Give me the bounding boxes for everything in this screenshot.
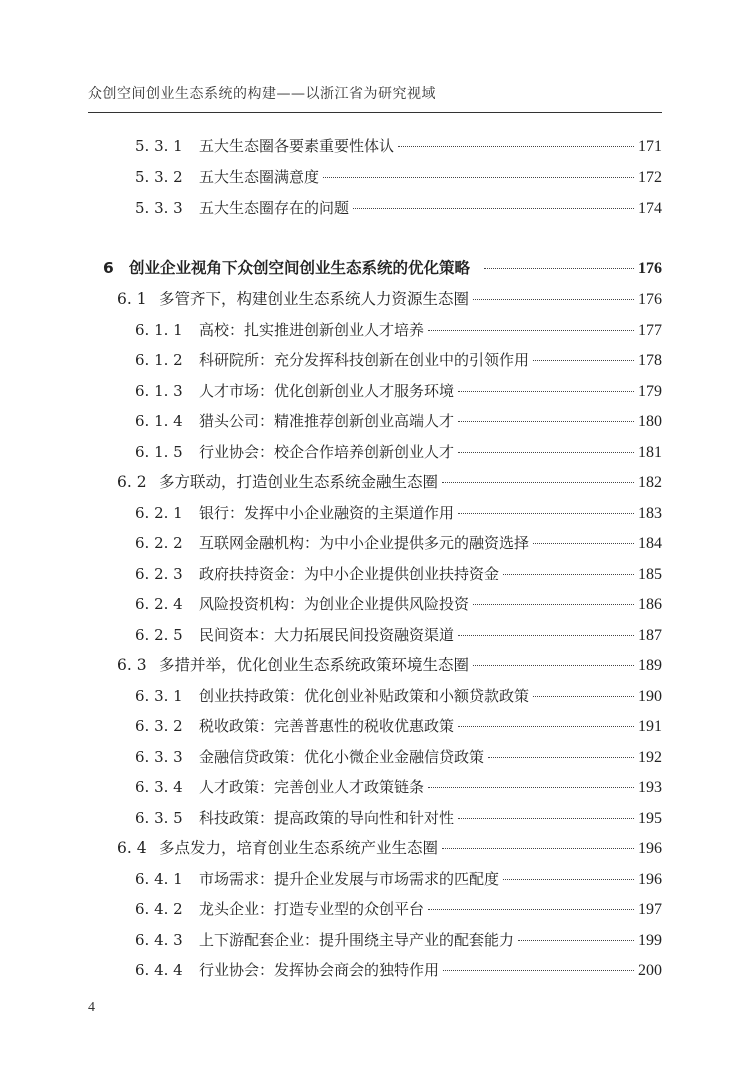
toc-entry-title: 税收政策：完善普惠性的税收优惠政策	[199, 717, 455, 735]
toc-entry-number: 6. 1. 3	[135, 382, 183, 400]
toc-entry-number: 6. 1. 1	[135, 321, 183, 339]
dot-leader	[518, 940, 634, 941]
toc-entry-title: 五大生态圈存在的问题	[199, 199, 350, 217]
toc-entry-title: 多管齐下，构建创业生态系统人力资源生态圈	[159, 290, 470, 308]
toc-entry-number: 6. 1. 2	[135, 351, 183, 369]
dot-leader	[484, 268, 634, 269]
running-header: 众创空间创业生态系统的构建——以浙江省为研究视域	[88, 86, 436, 102]
toc-entry-page: 192	[638, 749, 662, 766]
page-number: 4	[88, 1000, 95, 1015]
toc-entry-page: 184	[638, 535, 662, 552]
dot-leader	[458, 391, 634, 392]
toc-entry-number: 6. 2. 1	[135, 504, 183, 522]
toc-entry	[135, 348, 662, 372]
toc-entry-number: 6. 3. 1	[135, 687, 183, 705]
toc-entry	[135, 684, 662, 708]
toc-entry-title: 创业企业视角下众创空间创业生态系统的优化策略	[129, 259, 471, 277]
toc-chapter-entry	[103, 256, 662, 280]
toc-entry-title: 创业扶持政策：优化创业补贴政策和小额贷款政策	[199, 687, 530, 705]
toc-entry-title: 龙头企业：打造专业型的众创平台	[199, 900, 425, 918]
toc-entry-page: 193	[638, 779, 662, 796]
toc-entry	[135, 318, 662, 342]
toc-entry	[135, 806, 662, 830]
toc-entry-title: 银行：发挥中小企业融资的主渠道作用	[199, 504, 455, 522]
toc-entry-title: 互联网金融机构：为中小企业提供多元的融资选择	[199, 534, 530, 552]
toc-entry-page: 180	[638, 413, 662, 430]
dot-leader	[428, 909, 634, 910]
dot-leader	[503, 574, 634, 575]
toc-entry-title: 风险投资机构：为创业企业提供风险投资	[199, 595, 470, 613]
toc-entry	[135, 379, 662, 403]
toc-entry-title: 科技政策：提高政策的导向性和针对性	[199, 809, 455, 827]
dot-leader	[428, 787, 634, 788]
toc-section-entry	[117, 470, 662, 494]
toc-entry	[135, 440, 662, 464]
toc-entry-page: 171	[638, 138, 662, 155]
toc-entry-title: 多点发力，培育创业生态系统产业生态圈	[159, 839, 439, 857]
toc-entry-page: 187	[638, 627, 662, 644]
toc-entry-page: 197	[638, 901, 662, 918]
toc-entry-title: 多方联动，打造创业生态系统金融生态圈	[159, 473, 439, 491]
dot-leader	[428, 330, 634, 331]
dot-leader	[533, 543, 634, 544]
toc-entry	[135, 562, 662, 586]
toc-entry	[135, 928, 662, 952]
dot-leader	[442, 848, 634, 849]
toc-entry-page: 172	[638, 169, 662, 186]
dot-leader	[458, 452, 634, 453]
toc-entry-number: 6. 3. 4	[135, 778, 183, 796]
toc-entry-title: 行业协会：发挥协会商会的独特作用	[199, 961, 440, 979]
toc-entry-title: 多措并举，优化创业生态系统政策环境生态圈	[159, 656, 470, 674]
toc-entry-title: 猎头公司：精准推荐创新创业高端人才	[199, 412, 455, 430]
dot-leader	[473, 665, 634, 666]
toc-entry-title: 市场需求：提升企业发展与市场需求的匹配度	[199, 870, 500, 888]
toc-entry-page: 179	[638, 383, 662, 400]
toc-entry-title: 政府扶持资金：为中小企业提供创业扶持资金	[199, 565, 500, 583]
toc-entry-number: 6. 4. 1	[135, 870, 183, 888]
toc-entry-page: 200	[638, 962, 662, 979]
toc-entry-page: 190	[638, 688, 662, 705]
toc-entry-number: 6. 2. 5	[135, 626, 183, 644]
toc-entry-page: 181	[638, 444, 662, 461]
toc-entry-number: 6. 4. 4	[135, 961, 183, 979]
toc-entry-number: 6. 2	[117, 473, 147, 491]
toc-entry-title: 民间资本：大力拓展民间投资融资渠道	[199, 626, 455, 644]
toc-entry-number: 5. 3. 2	[135, 168, 183, 186]
toc-entry-number: 6. 1. 4	[135, 412, 183, 430]
toc-entry	[135, 134, 662, 158]
toc-entry-number: 6. 3. 2	[135, 717, 183, 735]
toc-entry-number: 6. 1	[117, 290, 147, 308]
toc-entry	[135, 592, 662, 616]
dot-leader	[473, 299, 634, 300]
dot-leader	[458, 421, 634, 422]
toc-entry-page: 174	[638, 200, 662, 217]
toc-entry	[135, 958, 662, 982]
toc-entry-title: 人才政策：完善创业人才政策链条	[199, 778, 425, 796]
toc-entry-number: 5. 3. 3	[135, 199, 183, 217]
dot-leader	[323, 177, 634, 178]
toc-entry-title: 行业协会：校企合作培养创新创业人才	[199, 443, 455, 461]
toc-entry-number: 6. 2. 4	[135, 595, 183, 613]
toc-entry	[135, 501, 662, 525]
toc-entry-number: 6. 3. 3	[135, 748, 183, 766]
toc-entry	[135, 196, 662, 220]
toc-entry-page: 196	[638, 840, 662, 857]
dot-leader	[442, 482, 634, 483]
dot-leader	[488, 757, 634, 758]
toc-entry-title: 人才市场：优化创新创业人才服务环境	[199, 382, 455, 400]
toc-entry-title: 金融信贷政策：优化小微企业金融信贷政策	[199, 748, 485, 766]
dot-leader	[503, 879, 634, 880]
dot-leader	[443, 970, 634, 971]
toc-entry-number: 6. 2. 3	[135, 565, 183, 583]
toc-entry-title: 科研院所：充分发挥科技创新在创业中的引领作用	[199, 351, 530, 369]
dot-leader	[533, 360, 634, 361]
toc-entry-page: 176	[638, 291, 662, 308]
toc-entry-number: 6. 3	[117, 656, 147, 674]
toc-entry	[135, 897, 662, 921]
toc-section-entry	[117, 836, 662, 860]
dot-leader	[473, 604, 634, 605]
toc-entry-number: 5. 3. 1	[135, 137, 183, 155]
dot-leader	[533, 696, 634, 697]
toc-entry	[135, 867, 662, 891]
toc-entry	[135, 745, 662, 769]
toc-entry-page: 183	[638, 505, 662, 522]
toc-entry-title: 五大生态圈各要素重要性体认	[199, 137, 395, 155]
toc-entry-page: 189	[638, 657, 662, 674]
dot-leader	[398, 146, 634, 147]
toc-entry-page: 177	[638, 322, 662, 339]
toc-entry-page: 199	[638, 932, 662, 949]
toc-entry-title: 上下游配套企业：提升围绕主导产业的配套能力	[199, 931, 515, 949]
toc-entry-page: 176	[638, 260, 662, 277]
toc-entry-page: 185	[638, 566, 662, 583]
dot-leader	[353, 208, 634, 209]
dot-leader	[458, 726, 634, 727]
toc-entry	[135, 531, 662, 555]
toc-entry-page: 196	[638, 871, 662, 888]
toc-entry	[135, 775, 662, 799]
dot-leader	[458, 635, 634, 636]
dot-leader	[458, 818, 634, 819]
toc-entry-number: 6. 2. 2	[135, 534, 183, 552]
toc-entry-page: 195	[638, 810, 662, 827]
toc-entry-number: 6	[103, 259, 114, 277]
toc-entry-number: 6. 1. 5	[135, 443, 183, 461]
toc-section-entry	[117, 287, 662, 311]
toc-entry-number: 6. 3. 5	[135, 809, 183, 827]
toc-entry-number: 6. 4	[117, 839, 147, 857]
toc-entry	[135, 623, 662, 647]
toc-entry-page: 182	[638, 474, 662, 491]
toc-entry	[135, 714, 662, 738]
toc-entry-page: 178	[638, 352, 662, 369]
toc-entry-page: 186	[638, 596, 662, 613]
dot-leader	[458, 513, 634, 514]
toc-entry-title: 高校：扎实推进创新创业人才培养	[199, 321, 425, 339]
toc-entry-number: 6. 4. 3	[135, 931, 183, 949]
toc-section-entry	[117, 653, 662, 677]
toc-entry-number: 6. 4. 2	[135, 900, 183, 918]
toc-entry-title: 五大生态圈满意度	[199, 168, 320, 186]
toc-entry	[135, 165, 662, 189]
toc-entry-page: 191	[638, 718, 662, 735]
toc-entry	[135, 409, 662, 433]
